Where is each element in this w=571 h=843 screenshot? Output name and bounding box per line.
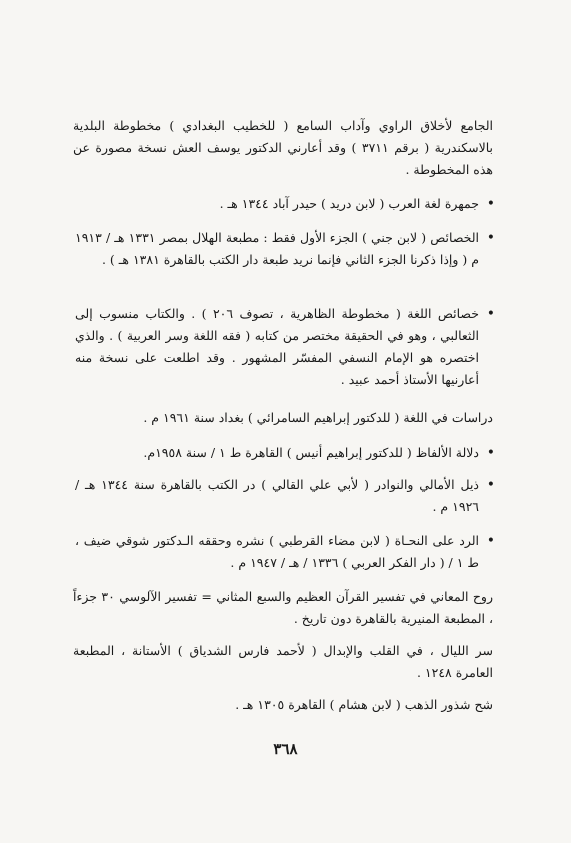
bullet-icon: •: [486, 230, 495, 246]
page-number: ٣٦٨: [273, 740, 298, 758]
bullet-icon: •: [486, 306, 495, 322]
entry-sirr-al-layal: [73, 640, 493, 684]
entry-al-radd: [75, 530, 495, 574]
entry-dalalat: [75, 442, 495, 464]
entry-khasais-al-lugha: [75, 303, 495, 391]
bullet-icon: •: [486, 477, 495, 493]
entry-khasais: [75, 227, 495, 271]
entry-text: ذيل الأمالي والنوادر ( لأبي علي القالي ) در الكتب بالقاهرة سنة ١٣٤٤ هـ / ١٩٢٦ م .: [75, 477, 479, 514]
entry-text: خصائص اللغة ( مخطوطة الظاهرية ، تصوف ٢٠٦ ) . والكتاب منسوب إلى الثعالبي ، وهو في الحقيقة مختصر من كتابه ( فقه اللغة وسر العربية ) . والذي اختصره هو الإمام النسفي المفسّر المشهور . وقد اطلعت على نسخة منه أعارنيها الأستاذ أحمد عبيد .: [75, 306, 479, 387]
entry-ruh-al-maani: [73, 586, 493, 630]
entry-text: شح شذور الذهب ( لابن هشام ) القاهرة ١٣٠٥ هـ .: [235, 697, 493, 712]
entry-text: دلالة الألفاظ ( للدكتور إبراهيم أنيس ) القاهرة ط ١ / سنة ١٩٥٨م.: [143, 445, 479, 460]
entry-text: روح المعاني في تفسير القرآن العظيم والسبع المثاني = تفسير الآلوسي ٣٠ جزءاً ، المطبعة المنيرية بالقاهرة دون تاريخ .: [73, 589, 493, 626]
entry-al-jami: [73, 115, 493, 181]
bullet-icon: •: [486, 533, 495, 549]
entry-jamharat: [75, 193, 495, 215]
entry-text: دراسات في اللغة ( للدكتور إبراهيم السامرائي ) بغداد سنة ١٩٦١ م .: [143, 410, 493, 425]
bullet-icon: •: [486, 445, 495, 461]
entry-text: الخصائص ( لابن جني ) الجزء الأول فقط : مطبعة الهلال بمصر ١٣٣١ هـ / ١٩١٣ م ( وإذا ذكرنا الجزء الثاني فإنما نريد طبعة دار الكتب بالقاهرة ١٣٨١ هـ ) .: [75, 230, 480, 267]
entry-dhayl: [75, 474, 495, 518]
entry-text: الرد على النحـاة ( لابن مضاء القرطبي ) نشره وحققه الـدكتور شوقي ضيف ، ط ١ / ( دار الفكر العربي ) ١٣٣٦ / هـ / ١٩٤٧ م .: [75, 533, 479, 570]
entry-sharh-shudhur: [73, 694, 493, 716]
entry-text: الجامع لأخلاق الراوي وآداب السامع ( للخطيب البغدادي ) مخطوطة البلدية بالاسكندرية ( برقم ٣٧١١ ) وقد أعارني الدكتور يوسف العش نسخة مصورة عن هذه المخطوطة .: [73, 118, 494, 177]
entry-text: جمهرة لغة العرب ( لابن دريد ) حيدر آباد ١٣٤٤ هـ .: [219, 196, 479, 211]
entry-dirasat: [73, 407, 493, 429]
bullet-icon: •: [486, 196, 495, 212]
entry-text: سر الليال ، في القلب والإبدال ( لأحمد فارس الشدياق ) الأستانة ، المطبعة العامرة ١٢٤٨ .: [73, 643, 493, 680]
